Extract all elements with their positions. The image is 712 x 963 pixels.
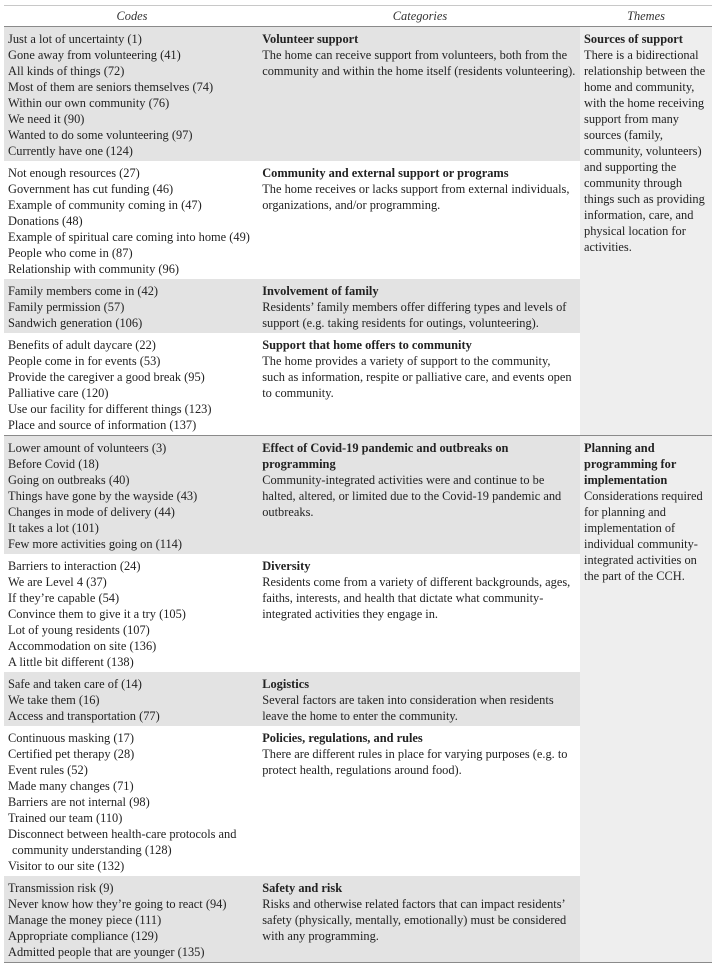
category-title: Community and external support or programs bbox=[262, 166, 509, 180]
code-item: A little bit different (138) bbox=[8, 655, 134, 669]
codes-cell bbox=[4, 440, 258, 552]
header-codes: Codes bbox=[116, 9, 148, 23]
category-title: Safety and risk bbox=[262, 881, 343, 895]
theme-description: There is a bidirectional relationship between the home and community, with the home receiving support from many sources (family, community, volunteers) and supporting the community through things such as providing information, care, and physical location for activities. bbox=[584, 48, 706, 254]
category-description: Residents’ family members offer differing types and levels of support (e.g. taking residents for outings, volunteering). bbox=[262, 300, 567, 330]
code-item: Donations (48) bbox=[8, 214, 83, 228]
codes-categories-themes-table bbox=[4, 5, 712, 963]
code-item: Barriers are not internal (98) bbox=[8, 795, 150, 809]
category-cell bbox=[258, 31, 580, 159]
code-item: People who come in (87) bbox=[8, 246, 133, 260]
codes-cell bbox=[4, 676, 258, 724]
theme-block-sources-of-support bbox=[4, 27, 712, 436]
table-row bbox=[4, 672, 580, 726]
code-item: Safe and taken care of (14) bbox=[8, 677, 142, 691]
code-item: Not enough resources (27) bbox=[8, 166, 140, 180]
category-cell bbox=[258, 880, 580, 960]
codes-cell bbox=[4, 880, 258, 960]
theme-cell bbox=[580, 27, 712, 435]
code-item: Palliative care (120) bbox=[8, 386, 109, 400]
category-cell bbox=[258, 730, 580, 874]
category-description: Residents come from a variety of different backgrounds, ages, faiths, interests, and health that dictate what community-integrated activities they engage in. bbox=[262, 575, 571, 621]
category-cell bbox=[258, 440, 580, 552]
theme-description: Considerations required for planning and implementation of individual community-integrated activities on the part of the CCH. bbox=[584, 489, 703, 583]
category-cell bbox=[258, 165, 580, 277]
code-item: Continuous masking (17) bbox=[8, 731, 134, 745]
code-item: Lot of young residents (107) bbox=[8, 623, 150, 637]
theme-cell bbox=[580, 436, 712, 962]
codes-cell bbox=[4, 558, 258, 670]
category-description: Several factors are taken into consideration when residents leave the home to enter the community. bbox=[262, 693, 554, 723]
table-row bbox=[4, 436, 580, 554]
code-item: Convince them to give it a try (105) bbox=[8, 607, 186, 621]
code-item: Example of community coming in (47) bbox=[8, 198, 202, 212]
category-description: The home can receive support from volunteers, both from the community and within the home itself (residents volunteering). bbox=[262, 48, 576, 78]
code-item: Access and transportation (77) bbox=[8, 709, 160, 723]
code-item: Wanted to do some volunteering (97) bbox=[8, 128, 193, 142]
code-item: Transmission risk (9) bbox=[8, 881, 114, 895]
code-item: Family members come in (42) bbox=[8, 284, 159, 298]
category-title: Policies, regulations, and rules bbox=[262, 731, 423, 745]
code-item: Barriers to interaction (24) bbox=[8, 559, 141, 573]
category-title: Logistics bbox=[262, 677, 310, 691]
theme-title: Sources of support bbox=[584, 32, 683, 46]
code-item: We take them (16) bbox=[8, 693, 100, 707]
category-title: Effect of Covid-19 pandemic and outbreaks on programming bbox=[262, 441, 509, 471]
code-item: Event rules (52) bbox=[8, 763, 88, 777]
code-item: Few more activities going on (114) bbox=[8, 537, 183, 551]
code-item: Place and source of information (137) bbox=[8, 418, 197, 432]
code-item: All kinds of things (72) bbox=[8, 64, 125, 78]
table-header bbox=[4, 6, 712, 27]
code-item: Certified pet therapy (28) bbox=[8, 747, 135, 761]
code-item: Changes in mode of delivery (44) bbox=[8, 505, 175, 519]
code-item: Government has cut funding (46) bbox=[8, 182, 174, 196]
category-description: There are different rules in place for varying purposes (e.g. to protect health, regulations around food). bbox=[262, 747, 568, 777]
table-row bbox=[4, 726, 580, 876]
theme-block-planning-and-programming bbox=[4, 436, 712, 963]
code-item: Admitted people that are younger (135) bbox=[8, 945, 205, 959]
table-row bbox=[4, 333, 580, 435]
theme-title: Planning and programming for implementation bbox=[584, 441, 677, 487]
category-title: Volunteer support bbox=[262, 32, 359, 46]
code-item: Just a lot of uncertainty (1) bbox=[8, 32, 142, 46]
code-item: Gone away from volunteering (41) bbox=[8, 48, 181, 62]
category-title: Support that home offers to community bbox=[262, 338, 472, 352]
code-item: We are Level 4 (37) bbox=[8, 575, 107, 589]
table-row bbox=[4, 27, 580, 161]
code-item: People come in for events (53) bbox=[8, 354, 161, 368]
category-cell bbox=[258, 676, 580, 724]
code-item: Lower amount of volunteers (3) bbox=[8, 441, 167, 455]
category-title: Involvement of family bbox=[262, 284, 379, 298]
code-item: Manage the money piece (111) bbox=[8, 913, 162, 927]
codes-cell bbox=[4, 337, 258, 433]
code-item: Never know how they’re going to react (94) bbox=[8, 897, 227, 911]
category-title: Diversity bbox=[262, 559, 311, 573]
code-item: Made many changes (71) bbox=[8, 779, 134, 793]
code-item: Sandwich generation (106) bbox=[8, 316, 143, 330]
codes-cell bbox=[4, 31, 258, 159]
code-item: Within our own community (76) bbox=[8, 96, 170, 110]
codes-cell bbox=[4, 165, 258, 277]
code-item: Accommodation on site (136) bbox=[8, 639, 157, 653]
code-item: Appropriate compliance (129) bbox=[8, 929, 159, 943]
code-item: Family permission (57) bbox=[8, 300, 125, 314]
category-description: Risks and otherwise related factors that can impact residents’ safety (physically, mentally, emotionally) must be considered with any programming. bbox=[262, 897, 567, 943]
code-item: Disconnect between health-care protocols and community understanding (128) bbox=[8, 827, 237, 857]
codes-cell bbox=[4, 283, 258, 331]
code-item: Relationship with community (96) bbox=[8, 262, 180, 276]
category-cell bbox=[258, 283, 580, 331]
code-item: Most of them are seniors themselves (74) bbox=[8, 80, 214, 94]
code-item: Use our facility for different things (123) bbox=[8, 402, 212, 416]
table-row bbox=[4, 161, 580, 279]
category-description: The home receives or lacks support from external individuals, organizations, and/or programming. bbox=[262, 182, 570, 212]
code-item: We need it (90) bbox=[8, 112, 85, 126]
code-item: Things have gone by the wayside (43) bbox=[8, 489, 198, 503]
code-item: It takes a lot (101) bbox=[8, 521, 99, 535]
category-cell bbox=[258, 558, 580, 670]
code-item: Going on outbreaks (40) bbox=[8, 473, 130, 487]
code-item: Currently have one (124) bbox=[8, 144, 133, 158]
category-description: Community-integrated activities were and continue to be halted, altered, or limited due to the Covid-19 pandemic and outbreaks. bbox=[262, 473, 562, 519]
code-item: Visitor to our site (132) bbox=[8, 859, 125, 873]
category-description: The home provides a variety of support to the community, such as information, respite or palliative care, and events open to community. bbox=[262, 354, 572, 400]
header-categories: Categories bbox=[392, 9, 448, 23]
header-themes: Themes bbox=[627, 9, 665, 23]
code-item: If they’re capable (54) bbox=[8, 591, 120, 605]
codes-cell bbox=[4, 730, 258, 874]
table-row bbox=[4, 554, 580, 672]
code-item: Trained our team (110) bbox=[8, 811, 123, 825]
code-item: Before Covid (18) bbox=[8, 457, 99, 471]
table-row bbox=[4, 876, 580, 962]
code-item: Example of spiritual care coming into home (49) bbox=[8, 230, 250, 244]
table-row bbox=[4, 279, 580, 333]
category-cell bbox=[258, 337, 580, 433]
code-item: Provide the caregiver a good break (95) bbox=[8, 370, 205, 384]
code-item: Benefits of adult daycare (22) bbox=[8, 338, 156, 352]
